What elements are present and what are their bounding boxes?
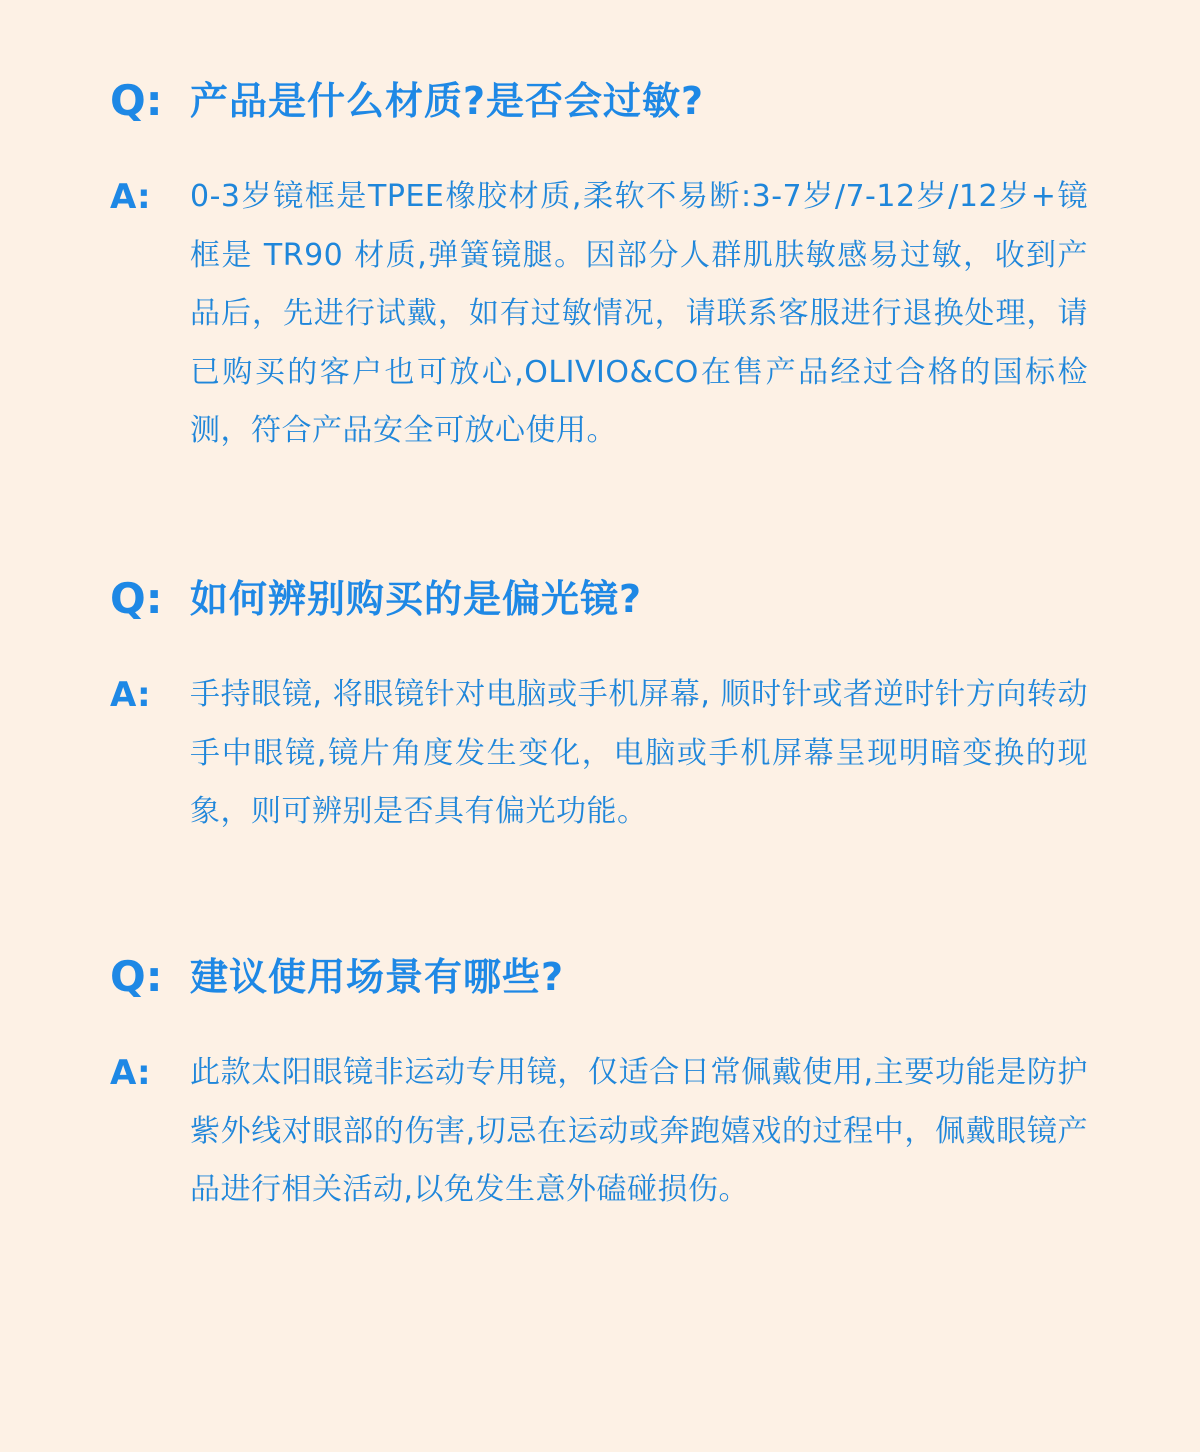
question-marker: Q: (110, 76, 163, 125)
answer-text: 手持眼镜, 将眼镜针对电脑或手机屏幕, 顺时针或者逆时针方向转动手中眼镜,镜片角度发生变化，电脑或手机屏幕呈现明暗变换的现象，则可辨别是否具有偏光功能。 (190, 677, 1088, 829)
faq-item-usage (110, 948, 1100, 1220)
answer-marker: A: (110, 177, 151, 217)
answer-row (110, 666, 1100, 842)
question-row (110, 948, 1100, 1006)
faq-item-polarized (110, 570, 1100, 842)
answer-text: 0-3岁镜框是TPEE橡胶材质,柔软不易断:3-7岁/7-12岁/12岁+镜框是 TR90 材质,弹簧镜腿。因部分人群肌肤敏感易过敏，收到产品后，先进行试戴，如有过敏情况，请联系客服进行退换处理，请已购买的客户也可放心,OLIVIO&CO在售产品经过合格的国标检测，符合产品安全可放心使用。 (190, 179, 1088, 448)
question-marker: Q: (110, 574, 163, 623)
question-text: 建议使用场景有哪些? (190, 955, 565, 999)
answer-marker: A: (110, 1053, 151, 1093)
question-row (110, 570, 1100, 628)
faq-item-material (110, 72, 1100, 461)
question-marker: Q: (110, 952, 163, 1001)
answer-marker: A: (110, 675, 151, 715)
answer-text: 此款太阳眼镜非运动专用镜，仅适合日常佩戴使用,主要功能是防护紫外线对眼部的伤害,切忌在运动或奔跑嬉戏的过程中，佩戴眼镜产品进行相关活动,以免发生意外磕碰损伤。 (190, 1055, 1088, 1207)
question-row (110, 72, 1100, 130)
question-text: 如何辨别购买的是偏光镜? (190, 577, 643, 621)
question-text: 产品是什么材质?是否会过敏? (190, 79, 705, 123)
answer-row (110, 168, 1100, 461)
answer-row (110, 1044, 1100, 1220)
